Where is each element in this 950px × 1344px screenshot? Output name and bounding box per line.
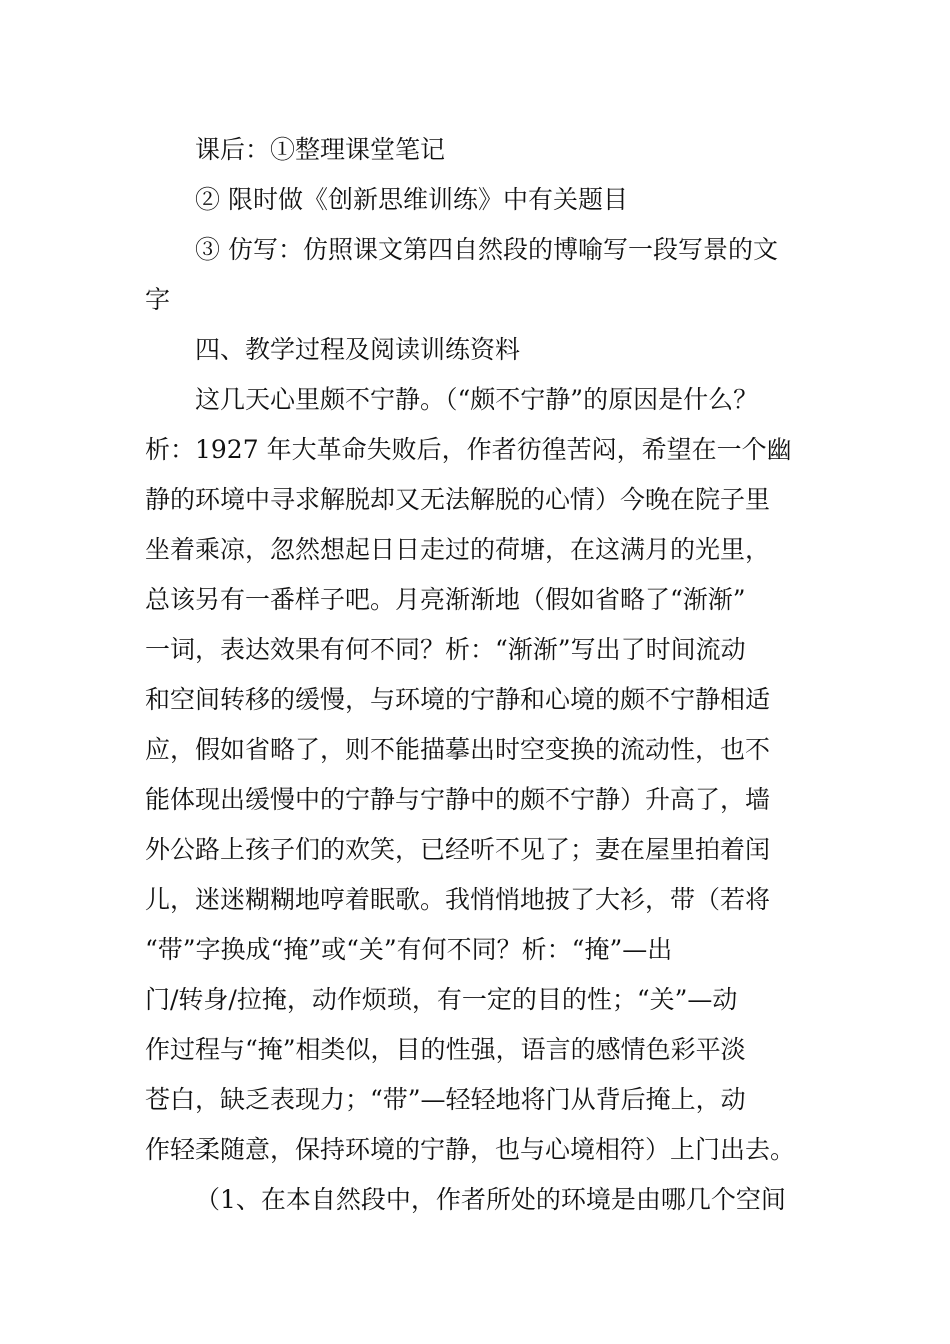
text-line: 这几天心里颇不宁静。（“颇不宁静”的原因是什么？ [195, 385, 759, 414]
text-line: 字 [145, 285, 171, 314]
text-line: 应，假如省略了，则不能描摹出时空变换的流动性，也不 [145, 735, 771, 764]
text-line: 和空间转移的缓慢，与环境的宁静和心境的颇不宁静相适 [145, 685, 771, 714]
text-line: ③ 仿写：仿照课文第四自然段的博喻写一段写景的文 [195, 235, 778, 264]
text-line: 一词，表达效果有何不同？析：“渐渐”写出了时间流动 [145, 635, 746, 664]
text-line: 能体现出缓慢中的宁静与宁静中的颇不宁静）升高了，墙 [145, 785, 771, 814]
text-line: 总该另有一番样子吧。月亮渐渐地（假如省略了“渐渐” [145, 585, 746, 614]
text-line: ② 限时做《创新思维训练》中有关题目 [195, 185, 628, 214]
text-line: “带”字换成“掩”或“关”有何不同？析：“掩”—出 [145, 935, 673, 964]
text-line: 课后：①整理课堂笔记 [195, 135, 446, 164]
text-line: 苍白，缺乏表现力；“带”—轻轻地将门从背后掩上，动 [145, 1085, 746, 1114]
text-line: 儿，迷迷糊糊地哼着眠歌。我悄悄地披了大衫，带（若将 [145, 885, 771, 914]
text-line: 坐着乘凉，忽然想起日日走过的荷塘，在这满月的光里， [145, 535, 771, 564]
text-line: 作轻柔随意，保持环境的宁静，也与心境相符）上门出去。 [145, 1135, 796, 1164]
text-line: 析：1927 年大革命失败后，作者彷徨苦闷，希望在一个幽 [145, 435, 792, 464]
text-line: 作过程与“掩”相类似，目的性强，语言的感情色彩平淡 [145, 1035, 746, 1064]
text-line: （1、在本自然段中，作者所处的环境是由哪几个空间 [195, 1185, 786, 1214]
text-line: 门/转身/拉掩，动作烦琐，有一定的目的性；“关”—动 [145, 985, 738, 1014]
text-line: 外公路上孩子们的欢笑，已经听不见了；妻在屋里拍着闰 [145, 835, 771, 864]
section-heading: 四、教学过程及阅读训练资料 [195, 335, 521, 364]
text-line: 静的环境中寻求解脱却又无法解脱的心情）今晚在院子里 [145, 485, 771, 514]
